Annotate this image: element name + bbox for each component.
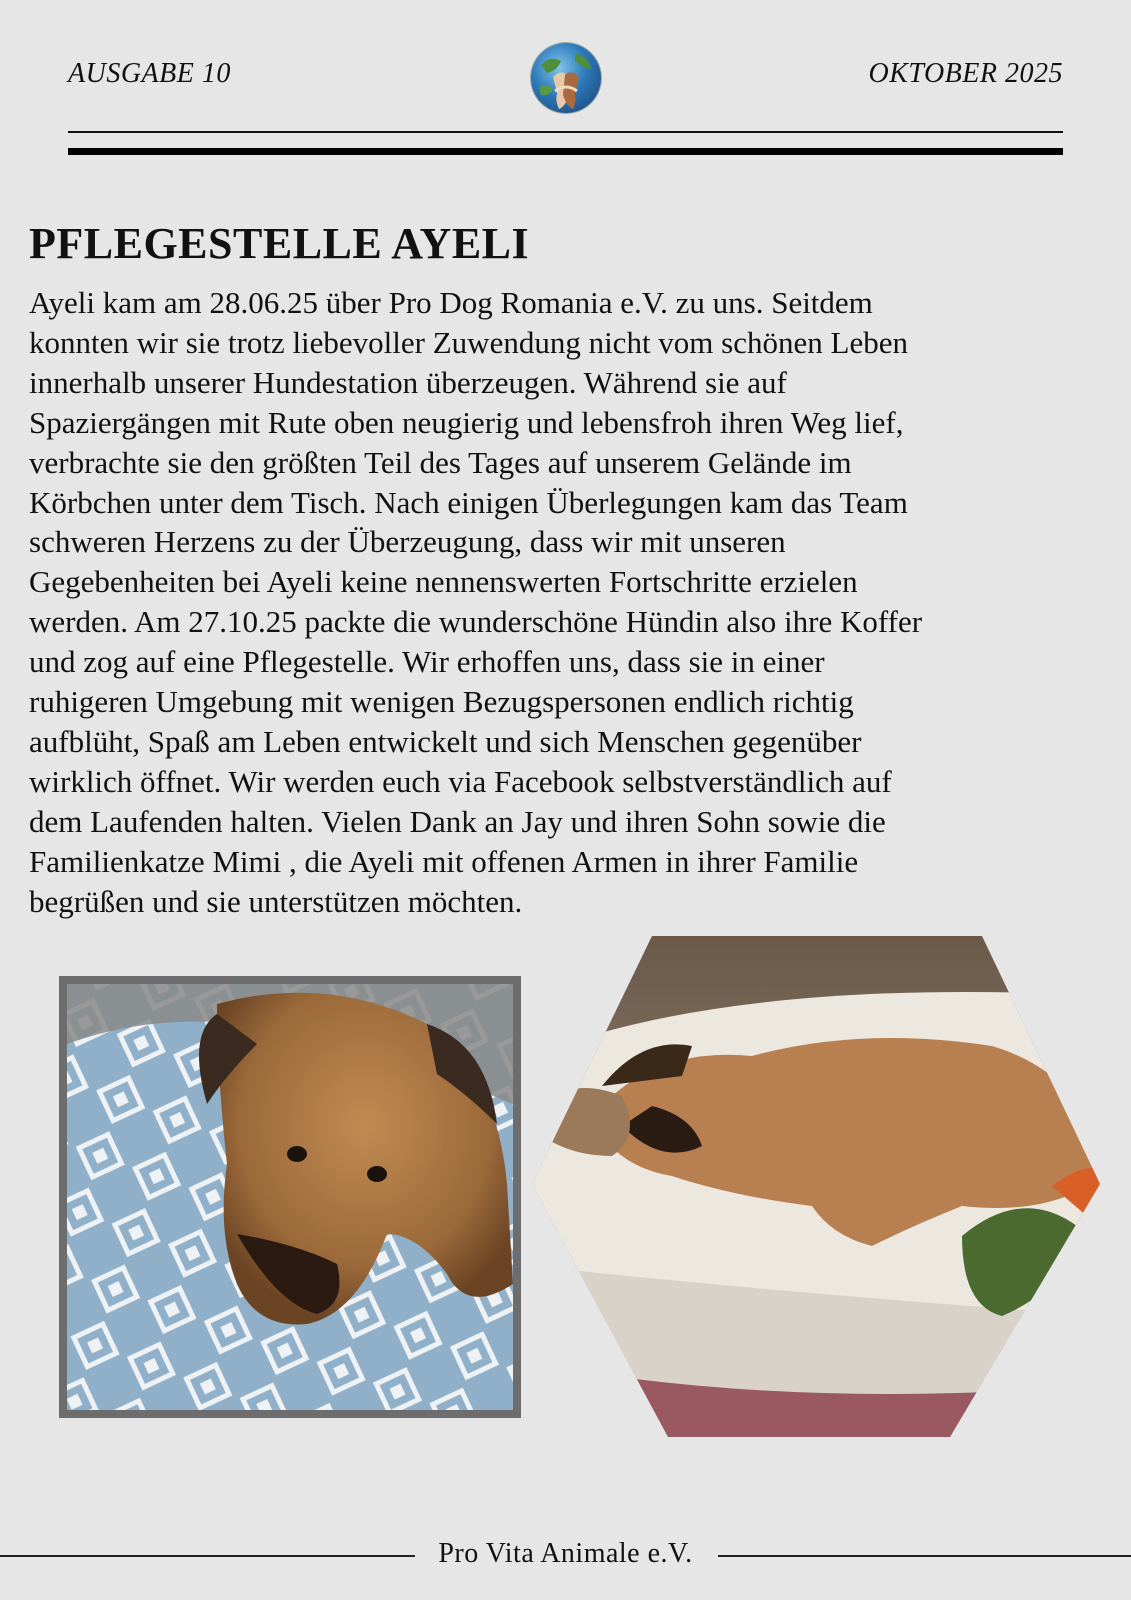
body-line: wirklich öffnet. Wir werden euch via Facebook selbstverständlich auf (29, 763, 892, 799)
article-body (29, 283, 1109, 922)
dog-photo-hexagon (532, 936, 1110, 1437)
globe-hands-icon (531, 43, 601, 113)
issue-label: AUSGABE 10 (68, 58, 231, 89)
body-line: Familienkatze Mimi , die Ayeli mit offenen Armen in ihrer Familie (29, 843, 859, 879)
body-line: ruhigeren Umgebung mit wenigen Bezugspersonen endlich richtig (29, 684, 854, 720)
body-line: Spaziergängen mit Rute oben neugierig und lebensfroh ihren Weg lief, (29, 404, 904, 440)
body-line: dem Laufenden halten. Vielen Dank an Jay und ihren Sohn sowie die (29, 803, 886, 839)
body-line: Gegebenheiten bei Ayeli keine nennenswerten Fortschritte erzielen (29, 564, 858, 600)
dog-on-blanket-image (67, 984, 513, 1410)
body-line: schweren Herzens zu der Überzeugung, dass wir mit unseren (29, 524, 786, 560)
header-rule-thick (68, 148, 1063, 155)
body-line: konnten wir sie trotz liebevoller Zuwendung nicht vom schönen Leben (29, 324, 908, 360)
body-line: und zog auf eine Pflegestelle. Wir erhoffen uns, dass sie in einer (29, 644, 825, 680)
logo (531, 43, 601, 113)
footer-rule-right (718, 1555, 1131, 1557)
body-line: verbrachte sie den größten Teil des Tages auf unserem Gelände im (29, 444, 852, 480)
date-label: OKTOBER 2025 (868, 58, 1063, 89)
footer-text: Pro Vita Animale e.V. (438, 1538, 693, 1569)
article-title: PFLEGESTELLE AYELI (29, 219, 530, 268)
body-line: Körbchen unter dem Tisch. Nach einigen Überlegungen kam das Team (29, 484, 908, 520)
body-line: begrüßen und sie unterstützen möchten. (29, 883, 523, 919)
dog-photo-square (59, 976, 521, 1418)
body-line: innerhalb unserer Hundestation überzeugen. Während sie auf (29, 364, 787, 400)
header-rule-thin (68, 131, 1063, 133)
body-line: aufblüht, Spaß am Leben entwickelt und sich Menschen gegenüber (29, 723, 862, 759)
body-line: Ayeli kam am 28.06.25 über Pro Dog Romania e.V. zu uns. Seitdem (29, 285, 873, 320)
body-line: werden. Am 27.10.25 packte die wunderschöne Hündin also ihre Koffer (29, 604, 923, 640)
